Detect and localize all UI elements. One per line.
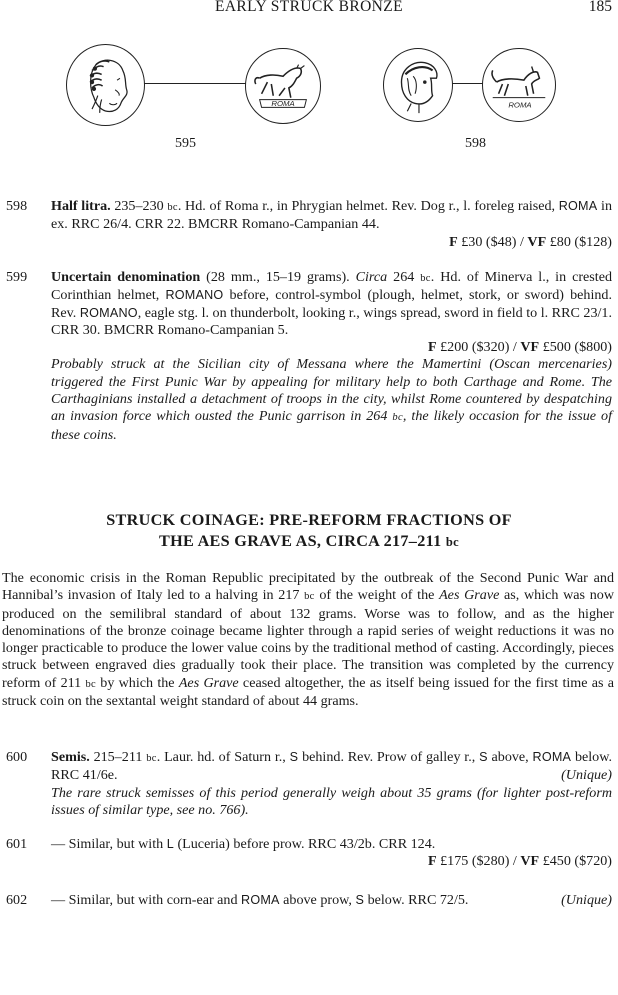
entry-number: 600 xyxy=(6,749,28,765)
coin-595-reverse xyxy=(245,48,321,124)
figure-connector-line xyxy=(452,83,483,84)
catalogue-entry: 600 Semis. 215–211 bc. Laur. hd. of Saturn r., S behind. Rev. Prow of galley r., S above, ROMA below. RRC 41/6e. (Unique) The rare struck semisses of this period generally weigh about 35 grams (for lighter post-reform issues of similar type, see no. 766). xyxy=(6,749,612,818)
coin-595-obverse xyxy=(66,44,145,126)
denomination: Half litra. xyxy=(51,198,111,214)
coin-legend: ROMA xyxy=(532,750,572,764)
coin-legend: ROMA xyxy=(241,893,280,907)
coin-legend: S xyxy=(289,750,299,764)
coin-legend: ROMA xyxy=(558,199,598,213)
entry-note: Probably struck at the Sicilian city of Messana where the Mamertini (Oscan mercenaries) triggered the First Punic War by appealing for military help to both Carthage and Rome. The Carthaginians installed a detachment of troops in the city, whilst Rome countered by despatching an invasion force which ousted the Punic garrison in 264 bc, the likely occasion for the issue of these coins. xyxy=(51,356,612,443)
section-intro-paragraph: The economic crisis in the Roman Republic precipitated by the outbreak of the Second Punic War and Hannibal’s invasion of Italy led to a halving in 217 bc of the weight of the Aes Grave as, which was now produced on the semilibral standard of about 132 grams. Worse was to follow, and as the higher denominations of the bronze coinage became lighter through a rapid series of weight reductions it was no longer practicable to produce the lower value coins by the traditional method of casting. Accordingly, pieces struck between engraved dies gradually took their place. The transition was completed by the currency reform of 211 bc by which the Aes Grave ceased altogether, the as itself being issued for the first time as a struck coin on the sextantal weight standard of about 44 grams. xyxy=(2,570,615,710)
coin-legend: L xyxy=(166,837,174,851)
page-number: 185 xyxy=(588,0,612,15)
reverse-legend: ROMA xyxy=(508,100,532,110)
horse-prancing-right-icon xyxy=(246,49,320,123)
catalogue-entry: 598 Half litra. 235–230 bc. Hd. of Roma r., in Phrygian helmet. Rev. Dog r., l. foreleg raised, ROMA in ex. RRC 26/4. CRR 22. BMCRR Romano-Campanian 44. F £30 ($48) / VF £80 ($128) xyxy=(6,198,612,250)
entry-number: 599 xyxy=(6,269,28,285)
figure-connector-line xyxy=(144,83,246,84)
running-header-title: EARLY STRUCK BRONZE xyxy=(214,0,404,15)
coin-legend: ROMANO xyxy=(79,305,138,320)
roma-helmeted-head-right-icon xyxy=(384,49,452,121)
laureate-head-right-icon xyxy=(67,45,144,125)
section-title: STRUCK COINAGE: PRE-REFORM FRACTIONS OF THE AES GRAVE AS, CIRCA 217–211 bc xyxy=(106,511,512,550)
entry-number: 601 xyxy=(6,836,28,852)
reverse-legend: ROMA xyxy=(271,98,295,108)
catalogue-entry: 599 Uncertain denomination (28 mm., 15–19 grams). Circa 264 bc. Hd. of Minerva l., in crested Corinthian helmet, ROMANO before, control-symbol (plough, helmet, stork, or sword) behind. Rev. ROMANO, eagle stg. l. on thunderbolt, looking r., wings spread, sword in field to l. RRC 23/1. CRR 30. BMCRR Romano-Campanian 5. F £200 ($320) / VF £500 ($800) Probably struck at the Sicilian city of Messana where the Mamertini (Oscan mercenaries) triggered the First Punic War by appealing for military help to both Carthage and Rome. The Carthaginians installed a detachment of troops in the city, whilst Rome countered by despatching an invasion force which ousted the Punic garrison in 264 bc, the likely occasion for the issue of these coins. xyxy=(6,269,613,443)
price-line: F £200 ($320) / VF £500 ($800) xyxy=(427,339,612,356)
catalogue-entry: 602 — Similar, but with corn-ear and ROMA above prow, S below. RRC 72/5. (Unique) xyxy=(6,892,612,908)
denomination: Uncertain denomination xyxy=(51,269,201,285)
price-line: F £30 ($48) / VF £80 ($128) xyxy=(449,233,612,250)
rarity-label: (Unique) xyxy=(561,767,612,784)
figure-label-595: 595 xyxy=(175,136,196,151)
coin-legend: ROMANO xyxy=(165,288,224,303)
coin-598-obverse xyxy=(383,48,453,122)
coin-598-reverse xyxy=(482,48,556,122)
coin-legend: S xyxy=(355,893,365,907)
denomination: Semis. xyxy=(51,749,90,765)
price-line: F £175 ($280) / VF £450 ($720) xyxy=(427,853,612,870)
entry-number: 598 xyxy=(6,198,28,214)
dog-standing-right-icon xyxy=(483,49,555,121)
entry-note: The rare struck semisses of this period generally weigh about 35 grams (for lighter post-reform issues of similar type, see no. 766). xyxy=(51,784,612,818)
figure-label-598: 598 xyxy=(465,136,486,151)
rarity-label: (Unique) xyxy=(561,892,612,908)
catalogue-entry: 601 — Similar, but with L (Luceria) before prow. RRC 43/2b. CRR 124. F £175 ($280) / VF £450 ($720) xyxy=(6,836,612,870)
coin-legend: S xyxy=(479,750,488,764)
entry-number: 602 xyxy=(6,892,28,908)
